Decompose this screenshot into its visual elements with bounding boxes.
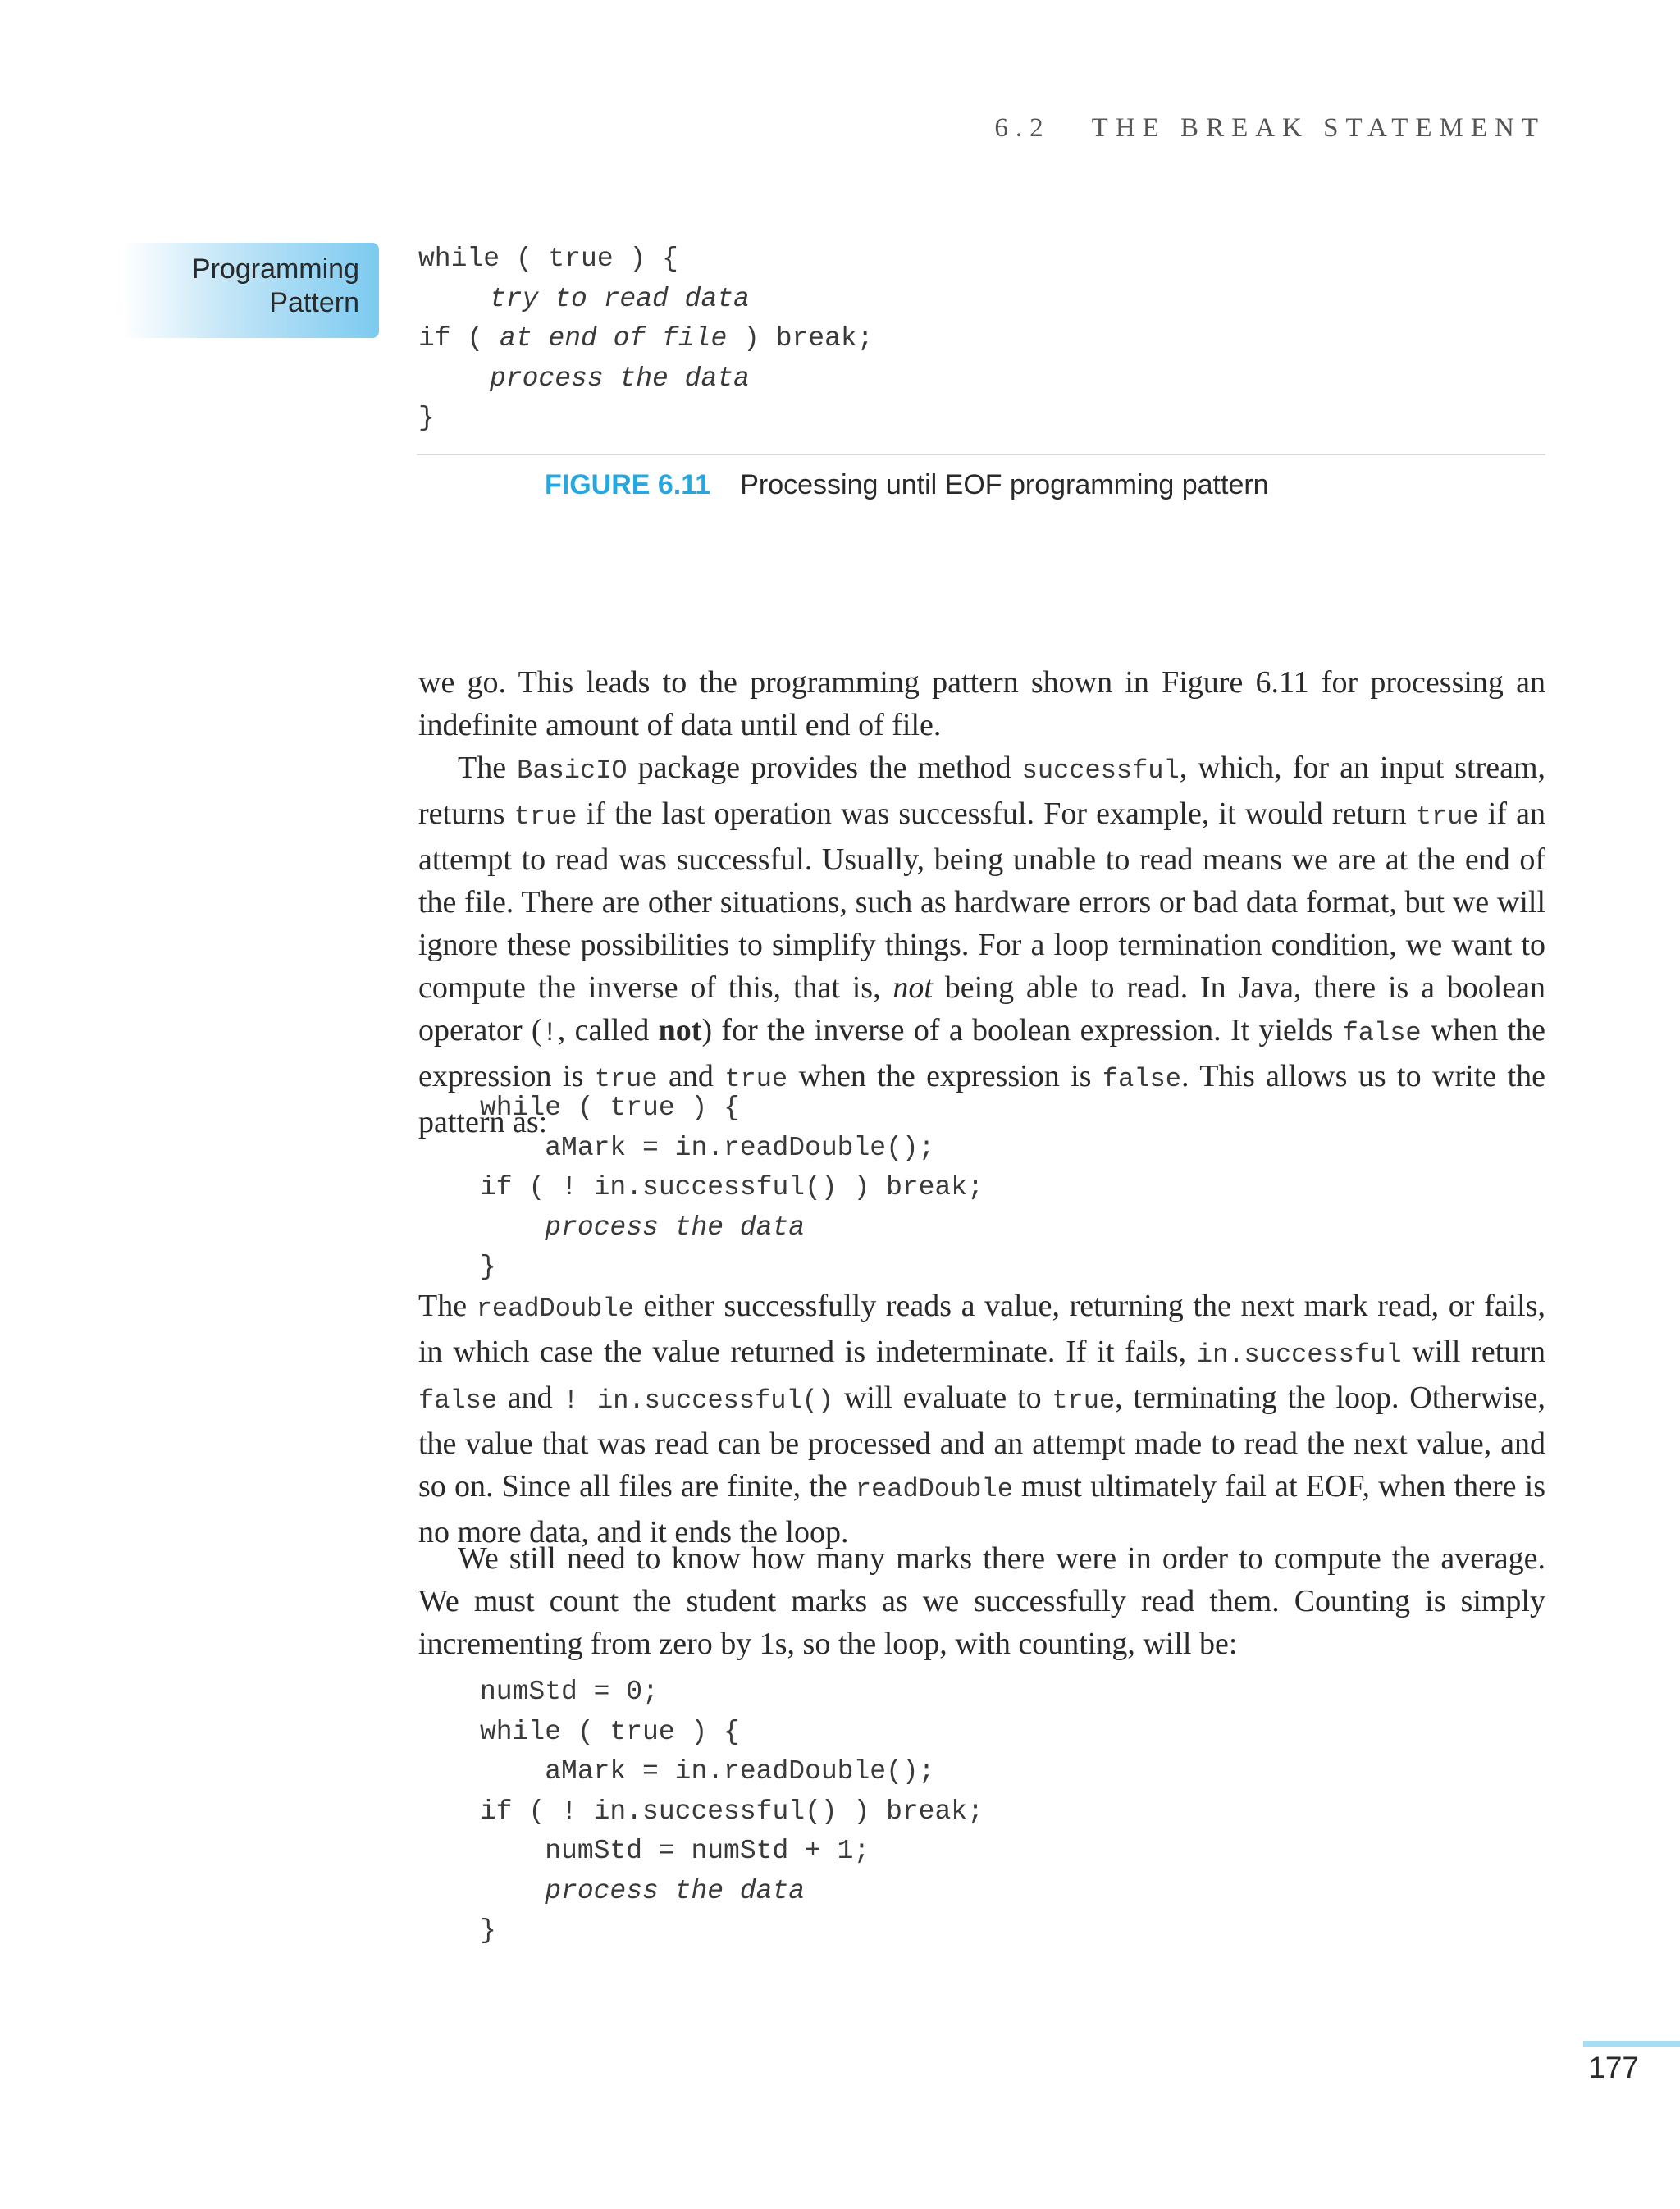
programming-pattern-label: Programming Pattern bbox=[191, 253, 359, 318]
code-line: aMark = in.readDouble(); bbox=[480, 1756, 935, 1787]
code-line: } bbox=[480, 1252, 496, 1282]
code-line: if ( ! in.successful() ) break; bbox=[480, 1796, 984, 1827]
page-number-bar bbox=[1583, 2041, 1680, 2047]
section-title: THE BREAK STATEMENT bbox=[1091, 113, 1545, 143]
code-block bbox=[480, 1089, 984, 1288]
code-line: while ( true ) { bbox=[418, 244, 678, 274]
code-line: if ( at end of file ) break; bbox=[418, 323, 874, 354]
code-line: try to read data bbox=[490, 283, 750, 314]
paragraph: We still need to know how many marks there were in order to compute the average. We must count the student marks as we successfully read them. Counting is simply incrementing from zero by 1s, so the loop, with counting, will be: bbox=[418, 1541, 1545, 1661]
code-line: while ( true ) { bbox=[480, 1093, 740, 1123]
code-line: aMark = in.readDouble(); bbox=[480, 1132, 935, 1163]
code-line: } bbox=[418, 403, 435, 433]
paragraph: we go. This leads to the programming pattern shown in Figure 6.11 for processing an indefinite amount of data until end of file. bbox=[418, 665, 1545, 742]
figure-divider bbox=[417, 454, 1545, 455]
code-line: process the data bbox=[480, 1875, 806, 1906]
running-head bbox=[994, 113, 1545, 144]
section-number: 6.2 bbox=[994, 113, 1051, 143]
code-line: process the data bbox=[480, 1212, 806, 1243]
figure-code-block bbox=[418, 240, 874, 439]
code-line: if ( ! in.successful() ) break; bbox=[480, 1172, 984, 1203]
code-line: numStd = 0; bbox=[480, 1677, 659, 1707]
figure-caption-text: Processing until EOF programming pattern bbox=[740, 469, 1269, 500]
figure-number: FIGURE 6.11 bbox=[545, 469, 711, 500]
paragraph: The BasicIO package provides the method successful, which, for an input stream, returns true if the last operation was successful. For example, it would return true if an attempt to read was successful. Usually, being unable to read means we are at the end of the file. There are other situations, such as hardware errors or bad data format, but we will ignore these possibilities to simplify things. For a loop termination condition, we want to compute the inverse of this, that is, not being able to read. In Java, there is a boolean operator (!, called not) for the inverse of a boolean expression. It yields false when the expression is true and true when the expression is false. This allows us to write the pattern as: bbox=[418, 751, 1546, 1139]
figure-caption bbox=[545, 469, 1269, 501]
code-line: process the data bbox=[490, 363, 750, 394]
paragraph: The readDouble either successfully reads a value, returning the next mark read, or fails, in which case the value returned is indeterminate. If it fails, in.successful will return false and ! in.successful() will evaluate to true, terminating the loop. Otherwise, the value that was read can be processed and an attempt made to read the next value, and so on. Since all files are finite, the readDouble must ultimately fail at EOF, when there is no more data, and it ends the loop. bbox=[418, 1289, 1546, 1549]
page-number: 177 bbox=[1588, 2051, 1639, 2084]
code-line: numStd = numStd + 1; bbox=[480, 1836, 870, 1866]
code-block bbox=[480, 1673, 984, 1951]
programming-pattern-tab bbox=[123, 243, 379, 338]
code-line: while ( true ) { bbox=[480, 1716, 740, 1747]
code-line: } bbox=[480, 1915, 496, 1946]
